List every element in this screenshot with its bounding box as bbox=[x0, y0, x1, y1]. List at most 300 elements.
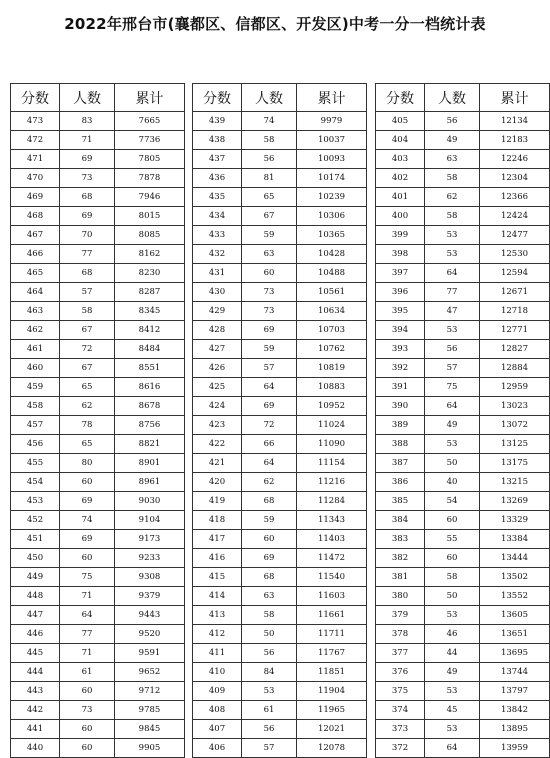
cell-count: 72 bbox=[60, 340, 115, 359]
table-row bbox=[376, 435, 550, 454]
cell-score: 421 bbox=[193, 454, 242, 473]
cell-score: 420 bbox=[193, 473, 242, 492]
cell-score: 464 bbox=[11, 283, 60, 302]
cell-count: 45 bbox=[425, 701, 480, 720]
cell-cumulative: 11154 bbox=[297, 454, 367, 473]
cell-cumulative: 13269 bbox=[480, 492, 550, 511]
cell-count: 59 bbox=[242, 226, 297, 245]
header-row bbox=[193, 84, 367, 112]
cell-score: 445 bbox=[11, 644, 60, 663]
cell-count: 69 bbox=[60, 530, 115, 549]
cell-cumulative: 11603 bbox=[297, 587, 367, 606]
table-row bbox=[11, 150, 185, 169]
cell-count: 77 bbox=[60, 245, 115, 264]
cell-cumulative: 10488 bbox=[297, 264, 367, 283]
cell-cumulative: 10037 bbox=[297, 131, 367, 150]
table-row bbox=[11, 511, 185, 530]
table-row bbox=[193, 511, 367, 530]
cell-count: 75 bbox=[425, 378, 480, 397]
cell-cumulative: 10365 bbox=[297, 226, 367, 245]
table-row bbox=[376, 511, 550, 530]
cell-cumulative: 8678 bbox=[115, 397, 185, 416]
table-row bbox=[193, 720, 367, 739]
cell-score: 434 bbox=[193, 207, 242, 226]
cell-count: 57 bbox=[242, 359, 297, 378]
cell-score: 392 bbox=[376, 359, 425, 378]
cell-count: 59 bbox=[242, 511, 297, 530]
cell-cumulative: 10819 bbox=[297, 359, 367, 378]
cell-count: 69 bbox=[60, 207, 115, 226]
cell-cumulative: 12021 bbox=[297, 720, 367, 739]
cell-cumulative: 9712 bbox=[115, 682, 185, 701]
cell-cumulative: 8616 bbox=[115, 378, 185, 397]
cell-count: 53 bbox=[242, 682, 297, 701]
table-row bbox=[193, 663, 367, 682]
score-table-2 bbox=[192, 83, 367, 758]
cell-cumulative: 12718 bbox=[480, 302, 550, 321]
table-row bbox=[376, 530, 550, 549]
cell-score: 413 bbox=[193, 606, 242, 625]
cell-cumulative: 13797 bbox=[480, 682, 550, 701]
table-row bbox=[11, 701, 185, 720]
cell-score: 449 bbox=[11, 568, 60, 587]
cell-count: 62 bbox=[425, 188, 480, 207]
cell-score: 444 bbox=[11, 663, 60, 682]
cell-score: 436 bbox=[193, 169, 242, 188]
cell-score: 438 bbox=[193, 131, 242, 150]
cell-score: 419 bbox=[193, 492, 242, 511]
cell-count: 58 bbox=[242, 606, 297, 625]
cell-score: 468 bbox=[11, 207, 60, 226]
cell-cumulative: 11540 bbox=[297, 568, 367, 587]
cell-count: 56 bbox=[425, 340, 480, 359]
cell-score: 450 bbox=[11, 549, 60, 568]
table-row bbox=[376, 264, 550, 283]
table-row bbox=[193, 625, 367, 644]
table-row bbox=[376, 188, 550, 207]
cell-score: 457 bbox=[11, 416, 60, 435]
table-row bbox=[376, 720, 550, 739]
table-row bbox=[11, 644, 185, 663]
table-row bbox=[193, 435, 367, 454]
cell-cumulative: 13215 bbox=[480, 473, 550, 492]
cell-cumulative: 9905 bbox=[115, 739, 185, 758]
table-row bbox=[376, 549, 550, 568]
table-row bbox=[376, 112, 550, 131]
cell-cumulative: 8551 bbox=[115, 359, 185, 378]
table-row bbox=[193, 359, 367, 378]
table-row bbox=[376, 378, 550, 397]
cell-cumulative: 9652 bbox=[115, 663, 185, 682]
cell-cumulative: 10703 bbox=[297, 321, 367, 340]
cell-cumulative: 12671 bbox=[480, 283, 550, 302]
cell-count: 62 bbox=[60, 397, 115, 416]
cell-score: 415 bbox=[193, 568, 242, 587]
cell-count: 53 bbox=[425, 720, 480, 739]
cell-cumulative: 10428 bbox=[297, 245, 367, 264]
cell-score: 467 bbox=[11, 226, 60, 245]
cell-count: 69 bbox=[242, 397, 297, 416]
cell-count: 59 bbox=[242, 340, 297, 359]
header-count: 人数 bbox=[60, 84, 115, 112]
cell-count: 44 bbox=[425, 644, 480, 663]
cell-score: 389 bbox=[376, 416, 425, 435]
table-row bbox=[11, 416, 185, 435]
table-row bbox=[376, 340, 550, 359]
cell-score: 448 bbox=[11, 587, 60, 606]
table-row bbox=[376, 454, 550, 473]
cell-count: 81 bbox=[242, 169, 297, 188]
table-row bbox=[11, 739, 185, 758]
cell-score: 416 bbox=[193, 549, 242, 568]
cell-score: 382 bbox=[376, 549, 425, 568]
cell-cumulative: 9591 bbox=[115, 644, 185, 663]
cell-score: 460 bbox=[11, 359, 60, 378]
cell-count: 60 bbox=[425, 549, 480, 568]
table-row bbox=[193, 131, 367, 150]
cell-score: 394 bbox=[376, 321, 425, 340]
cell-cumulative: 12304 bbox=[480, 169, 550, 188]
cell-cumulative: 12424 bbox=[480, 207, 550, 226]
cell-cumulative: 7878 bbox=[115, 169, 185, 188]
cell-count: 58 bbox=[60, 302, 115, 321]
table-row bbox=[11, 378, 185, 397]
cell-count: 50 bbox=[425, 454, 480, 473]
cell-cumulative: 11851 bbox=[297, 663, 367, 682]
cell-count: 60 bbox=[60, 720, 115, 739]
cell-cumulative: 10561 bbox=[297, 283, 367, 302]
cell-score: 466 bbox=[11, 245, 60, 264]
table-row bbox=[193, 378, 367, 397]
cell-count: 77 bbox=[425, 283, 480, 302]
cell-score: 428 bbox=[193, 321, 242, 340]
cell-cumulative: 8162 bbox=[115, 245, 185, 264]
table-row bbox=[376, 302, 550, 321]
cell-cumulative: 9173 bbox=[115, 530, 185, 549]
cell-cumulative: 13125 bbox=[480, 435, 550, 454]
cell-count: 64 bbox=[242, 454, 297, 473]
cell-count: 60 bbox=[425, 511, 480, 530]
cell-score: 377 bbox=[376, 644, 425, 663]
cell-score: 437 bbox=[193, 150, 242, 169]
cell-score: 400 bbox=[376, 207, 425, 226]
cell-score: 393 bbox=[376, 340, 425, 359]
header-score: 分数 bbox=[11, 84, 60, 112]
cell-cumulative: 12246 bbox=[480, 150, 550, 169]
cell-score: 461 bbox=[11, 340, 60, 359]
cell-count: 63 bbox=[425, 150, 480, 169]
table-row bbox=[11, 169, 185, 188]
cell-cumulative: 9030 bbox=[115, 492, 185, 511]
header-score: 分数 bbox=[376, 84, 425, 112]
cell-count: 63 bbox=[242, 587, 297, 606]
cell-score: 469 bbox=[11, 188, 60, 207]
cell-cumulative: 12771 bbox=[480, 321, 550, 340]
cell-score: 387 bbox=[376, 454, 425, 473]
cell-cumulative: 10952 bbox=[297, 397, 367, 416]
table-row bbox=[11, 492, 185, 511]
table-row bbox=[193, 473, 367, 492]
cell-count: 77 bbox=[60, 625, 115, 644]
cell-score: 423 bbox=[193, 416, 242, 435]
cell-count: 53 bbox=[425, 435, 480, 454]
cell-score: 412 bbox=[193, 625, 242, 644]
table-row bbox=[11, 321, 185, 340]
cell-score: 372 bbox=[376, 739, 425, 758]
cell-cumulative: 12959 bbox=[480, 378, 550, 397]
table-row bbox=[11, 302, 185, 321]
cell-count: 71 bbox=[60, 644, 115, 663]
table-row bbox=[11, 226, 185, 245]
cell-cumulative: 8756 bbox=[115, 416, 185, 435]
table-row bbox=[193, 207, 367, 226]
table-row bbox=[376, 473, 550, 492]
cell-count: 67 bbox=[60, 321, 115, 340]
cell-score: 378 bbox=[376, 625, 425, 644]
cell-cumulative: 8287 bbox=[115, 283, 185, 302]
table-row bbox=[11, 245, 185, 264]
table-row bbox=[193, 321, 367, 340]
cell-score: 405 bbox=[376, 112, 425, 131]
cell-count: 60 bbox=[60, 473, 115, 492]
header-row bbox=[376, 84, 550, 112]
table-row bbox=[193, 169, 367, 188]
table-row bbox=[11, 454, 185, 473]
cell-score: 435 bbox=[193, 188, 242, 207]
cell-score: 404 bbox=[376, 131, 425, 150]
cell-count: 49 bbox=[425, 663, 480, 682]
cell-score: 425 bbox=[193, 378, 242, 397]
cell-count: 80 bbox=[60, 454, 115, 473]
table-row bbox=[376, 226, 550, 245]
cell-cumulative: 12594 bbox=[480, 264, 550, 283]
cell-score: 409 bbox=[193, 682, 242, 701]
cell-cumulative: 12134 bbox=[480, 112, 550, 131]
cell-cumulative: 10762 bbox=[297, 340, 367, 359]
table-row bbox=[193, 549, 367, 568]
table-row bbox=[11, 549, 185, 568]
cell-score: 373 bbox=[376, 720, 425, 739]
table-row bbox=[11, 568, 185, 587]
table-row bbox=[11, 663, 185, 682]
cell-count: 68 bbox=[242, 568, 297, 587]
cell-count: 69 bbox=[60, 150, 115, 169]
table-row bbox=[11, 112, 185, 131]
table-row bbox=[376, 663, 550, 682]
cell-cumulative: 9979 bbox=[297, 112, 367, 131]
cell-count: 47 bbox=[425, 302, 480, 321]
table-row bbox=[11, 530, 185, 549]
cell-count: 53 bbox=[425, 606, 480, 625]
table-row bbox=[193, 492, 367, 511]
cell-count: 65 bbox=[242, 188, 297, 207]
cell-count: 69 bbox=[60, 492, 115, 511]
cell-score: 383 bbox=[376, 530, 425, 549]
cell-count: 84 bbox=[242, 663, 297, 682]
cell-cumulative: 9443 bbox=[115, 606, 185, 625]
header-count: 人数 bbox=[242, 84, 297, 112]
cell-cumulative: 11661 bbox=[297, 606, 367, 625]
cell-count: 56 bbox=[242, 720, 297, 739]
table-row bbox=[193, 302, 367, 321]
cell-count: 64 bbox=[60, 606, 115, 625]
cell-score: 454 bbox=[11, 473, 60, 492]
cell-count: 78 bbox=[60, 416, 115, 435]
cell-score: 432 bbox=[193, 245, 242, 264]
cell-cumulative: 7946 bbox=[115, 188, 185, 207]
cell-cumulative: 13842 bbox=[480, 701, 550, 720]
cell-score: 411 bbox=[193, 644, 242, 663]
cell-count: 46 bbox=[425, 625, 480, 644]
cell-count: 68 bbox=[242, 492, 297, 511]
cell-score: 408 bbox=[193, 701, 242, 720]
cell-score: 465 bbox=[11, 264, 60, 283]
cell-count: 57 bbox=[425, 359, 480, 378]
cell-cumulative: 13744 bbox=[480, 663, 550, 682]
table-row bbox=[193, 454, 367, 473]
cell-score: 473 bbox=[11, 112, 60, 131]
cell-score: 426 bbox=[193, 359, 242, 378]
cell-count: 67 bbox=[60, 359, 115, 378]
cell-score: 386 bbox=[376, 473, 425, 492]
cell-score: 429 bbox=[193, 302, 242, 321]
table-row bbox=[376, 682, 550, 701]
cell-count: 53 bbox=[425, 226, 480, 245]
cell-cumulative: 9379 bbox=[115, 587, 185, 606]
cell-score: 462 bbox=[11, 321, 60, 340]
cell-cumulative: 11024 bbox=[297, 416, 367, 435]
cell-cumulative: 11472 bbox=[297, 549, 367, 568]
header-row bbox=[11, 84, 185, 112]
cell-count: 60 bbox=[60, 549, 115, 568]
table-row bbox=[193, 606, 367, 625]
cell-score: 452 bbox=[11, 511, 60, 530]
cell-cumulative: 11711 bbox=[297, 625, 367, 644]
table-row bbox=[11, 207, 185, 226]
cell-score: 406 bbox=[193, 739, 242, 758]
table-row bbox=[376, 131, 550, 150]
table-row bbox=[376, 739, 550, 758]
cell-score: 401 bbox=[376, 188, 425, 207]
cell-cumulative: 8015 bbox=[115, 207, 185, 226]
cell-count: 74 bbox=[60, 511, 115, 530]
cell-cumulative: 13502 bbox=[480, 568, 550, 587]
cell-cumulative: 7665 bbox=[115, 112, 185, 131]
cell-count: 70 bbox=[60, 226, 115, 245]
table-row bbox=[11, 188, 185, 207]
page-title: 2022年邢台市(襄都区、信都区、开发区)中考一分一档统计表 bbox=[64, 15, 486, 33]
cell-score: 443 bbox=[11, 682, 60, 701]
table-row bbox=[193, 283, 367, 302]
cell-score: 424 bbox=[193, 397, 242, 416]
cell-score: 417 bbox=[193, 530, 242, 549]
cell-score: 399 bbox=[376, 226, 425, 245]
cell-cumulative: 12366 bbox=[480, 188, 550, 207]
cell-count: 58 bbox=[425, 169, 480, 188]
cell-count: 60 bbox=[60, 682, 115, 701]
cell-cumulative: 8412 bbox=[115, 321, 185, 340]
table-row bbox=[376, 606, 550, 625]
table-row bbox=[376, 245, 550, 264]
cell-score: 446 bbox=[11, 625, 60, 644]
cell-cumulative: 10174 bbox=[297, 169, 367, 188]
cell-cumulative: 12530 bbox=[480, 245, 550, 264]
table-row bbox=[376, 321, 550, 340]
cell-count: 64 bbox=[242, 378, 297, 397]
cell-score: 374 bbox=[376, 701, 425, 720]
cell-score: 447 bbox=[11, 606, 60, 625]
cell-cumulative: 13175 bbox=[480, 454, 550, 473]
cell-count: 49 bbox=[425, 131, 480, 150]
table-row bbox=[193, 587, 367, 606]
cell-count: 66 bbox=[242, 435, 297, 454]
table-row bbox=[11, 131, 185, 150]
cell-count: 55 bbox=[425, 530, 480, 549]
cell-score: 453 bbox=[11, 492, 60, 511]
cell-count: 61 bbox=[242, 701, 297, 720]
cell-count: 61 bbox=[60, 663, 115, 682]
cell-cumulative: 13072 bbox=[480, 416, 550, 435]
cell-cumulative: 8821 bbox=[115, 435, 185, 454]
cell-score: 384 bbox=[376, 511, 425, 530]
cell-count: 73 bbox=[60, 169, 115, 188]
table-row bbox=[376, 492, 550, 511]
cell-score: 375 bbox=[376, 682, 425, 701]
table-row bbox=[193, 397, 367, 416]
cell-count: 68 bbox=[60, 188, 115, 207]
cell-count: 69 bbox=[242, 321, 297, 340]
table-row bbox=[376, 625, 550, 644]
table-row bbox=[376, 359, 550, 378]
cell-score: 414 bbox=[193, 587, 242, 606]
table-row bbox=[11, 587, 185, 606]
cell-score: 455 bbox=[11, 454, 60, 473]
table-row bbox=[11, 625, 185, 644]
table-row bbox=[193, 701, 367, 720]
cell-score: 430 bbox=[193, 283, 242, 302]
cell-count: 72 bbox=[242, 416, 297, 435]
cell-count: 49 bbox=[425, 416, 480, 435]
cell-cumulative: 7805 bbox=[115, 150, 185, 169]
cell-cumulative: 8901 bbox=[115, 454, 185, 473]
cell-cumulative: 11965 bbox=[297, 701, 367, 720]
cell-cumulative: 12078 bbox=[297, 739, 367, 758]
table-row bbox=[11, 720, 185, 739]
header-cumulative: 累计 bbox=[480, 84, 550, 112]
table-row bbox=[11, 340, 185, 359]
table-row bbox=[11, 435, 185, 454]
cell-count: 57 bbox=[60, 283, 115, 302]
cell-count: 57 bbox=[242, 739, 297, 758]
cell-count: 68 bbox=[60, 264, 115, 283]
header-count: 人数 bbox=[425, 84, 480, 112]
cell-cumulative: 11216 bbox=[297, 473, 367, 492]
cell-score: 398 bbox=[376, 245, 425, 264]
table-row bbox=[376, 587, 550, 606]
cell-cumulative: 13651 bbox=[480, 625, 550, 644]
cell-cumulative: 10239 bbox=[297, 188, 367, 207]
cell-count: 65 bbox=[60, 378, 115, 397]
table-row bbox=[376, 568, 550, 587]
cell-count: 60 bbox=[242, 530, 297, 549]
cell-cumulative: 8961 bbox=[115, 473, 185, 492]
header-cumulative: 累计 bbox=[297, 84, 367, 112]
cell-count: 73 bbox=[60, 701, 115, 720]
cell-count: 73 bbox=[242, 302, 297, 321]
cell-score: 388 bbox=[376, 435, 425, 454]
cell-count: 64 bbox=[425, 397, 480, 416]
cell-cumulative: 11904 bbox=[297, 682, 367, 701]
